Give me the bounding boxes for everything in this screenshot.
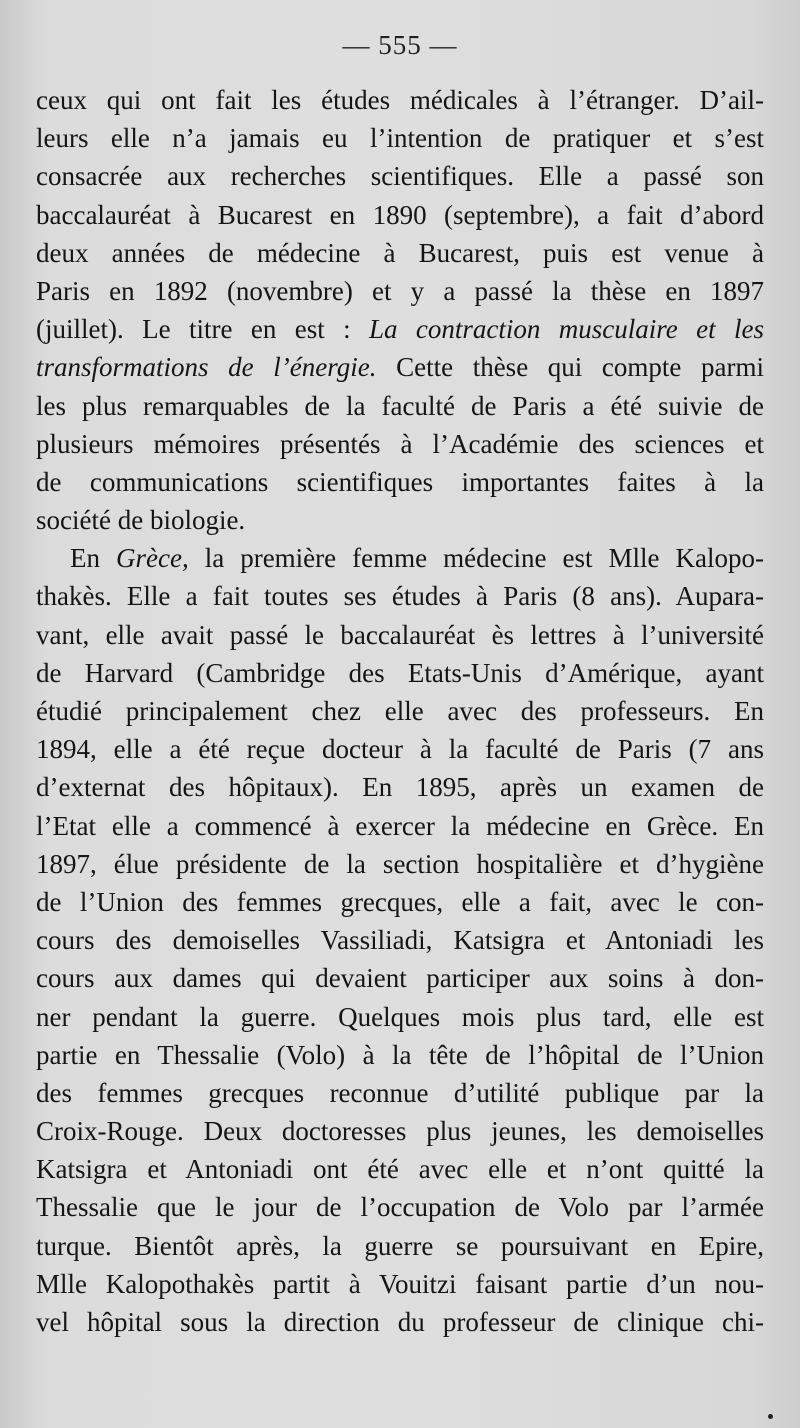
text-segment-italic: transformations de l’énergie. [36, 352, 377, 383]
text-line [36, 883, 764, 921]
text-line [36, 234, 764, 272]
text-segment: d’externat des hôpitaux). En 1895, après un examen de [36, 772, 764, 803]
text-line [36, 577, 764, 615]
text-segment: Cette thèse qui compte parmi [376, 352, 764, 383]
text-segment: En [70, 543, 116, 574]
text-segment: l’Etat elle a commencé à exercer la médecine en Grèce. En [36, 810, 764, 841]
text-segment: partie en Thessalie (Volo) à la tête de l’hôpital de l’Union [36, 1039, 764, 1070]
text-line [36, 1150, 764, 1188]
text-line [36, 310, 764, 348]
text-segment: vant, elle avait passé le baccalauréat ès lettres à l’université [36, 619, 764, 650]
text-segment-italic: Grèce, [116, 543, 189, 574]
text-segment: thakès. Elle a fait toutes ses études à Paris (8 ans). Aupara- [36, 581, 764, 612]
text-line [36, 845, 764, 883]
text-line [36, 1265, 764, 1303]
text-line [36, 1188, 764, 1226]
text-line [36, 1227, 764, 1265]
text-line [36, 539, 764, 577]
text-segment: (juillet). Le titre en est : [36, 314, 369, 345]
text-segment: étudié principalement chez elle avec des professeurs. En [36, 696, 764, 726]
text-line [36, 501, 764, 539]
text-segment-italic: La contraction musculaire et les [368, 314, 764, 345]
text-segment: plusieurs mémoires présentés à l’Académie des sciences et [36, 428, 764, 459]
text-line [36, 348, 764, 386]
text-line [36, 921, 764, 959]
text-line [36, 425, 764, 463]
text-segment: Katsigra et Antoniadi ont été avec elle et n’ont quitté la [36, 1154, 764, 1185]
text-line [36, 1112, 764, 1150]
text-line [36, 1074, 764, 1112]
text-line [36, 387, 764, 425]
text-segment: 1897, élue présidente de la section hospitalière et d’hygiène [36, 848, 764, 879]
text-segment: deux années de médecine à Bucarest, puis est venue à [36, 237, 764, 268]
text-line [36, 1303, 764, 1341]
text-segment: ceux qui ont fait les études médicales à l’étranger. D’ail- [36, 85, 764, 115]
page-number: — 555 — [342, 30, 458, 60]
text-line [36, 768, 764, 806]
text-line [36, 1036, 764, 1074]
text-segment: de Harvard (Cambridge des Etats-Unis d’Amérique, ayant [36, 657, 764, 688]
text-segment: ner pendant la guerre. Quelques mois plus tard, elle est [36, 1001, 764, 1032]
text-line [36, 81, 764, 119]
text-segment: les plus remarquables de la faculté de Paris a été suivie de [36, 390, 764, 421]
text-segment: 1894, elle a été reçue docteur à la faculté de Paris (7 ans [36, 734, 764, 765]
text-line [36, 196, 764, 234]
text-segment: société de biologie. [36, 505, 246, 536]
text-line [36, 998, 764, 1036]
text-segment: de l’Union des femmes grecques, elle a fait, avec le con- [36, 886, 764, 917]
body-text [36, 81, 764, 1341]
print-speck [768, 1414, 773, 1419]
text-line [36, 807, 764, 845]
text-line [36, 272, 764, 310]
text-segment: turque. Bientôt après, la guerre se poursuivant en Epire, [36, 1230, 764, 1261]
text-line [36, 959, 764, 997]
text-segment: la première femme médecine est Mlle Kalopo- [188, 543, 764, 574]
text-segment: des femmes grecques reconnue d’utilité publique par la [36, 1077, 764, 1108]
text-line [36, 463, 764, 501]
text-segment: Paris en 1892 (novembre) et y a passé la thèse en 1897 [36, 275, 764, 306]
text-segment: Thessalie que le jour de l’occupation de Volo par l’armée [36, 1192, 764, 1223]
text-segment: vel hôpital sous la direction du professeur de clinique chi- [36, 1307, 764, 1337]
text-segment: cours des demoiselles Vassiliadi, Katsigra et Antoniadi les [36, 925, 764, 956]
text-segment: Croix-Rouge. Deux doctoresses plus jeunes, les demoiselles [36, 1116, 764, 1147]
text-line [36, 692, 764, 730]
text-line [36, 730, 764, 768]
text-segment: cours aux dames qui devaient participer aux soins à don- [36, 963, 764, 994]
text-line [36, 119, 764, 157]
text-segment: baccalauréat à Bucarest en 1890 (septembre), a fait d’abord [36, 199, 764, 230]
text-line [36, 157, 764, 195]
text-segment: de communications scientifiques importantes faites à la [36, 466, 764, 497]
text-line [36, 654, 764, 692]
text-segment: Mlle Kalopothakès partit à Vouitzi faisant partie d’un nou- [36, 1268, 764, 1299]
text-line [36, 616, 764, 654]
text-segment: leurs elle n’a jamais eu l’intention de pratiquer et s’est [36, 123, 764, 154]
text-segment: consacrée aux recherches scientifiques. Elle a passé son [36, 161, 764, 192]
